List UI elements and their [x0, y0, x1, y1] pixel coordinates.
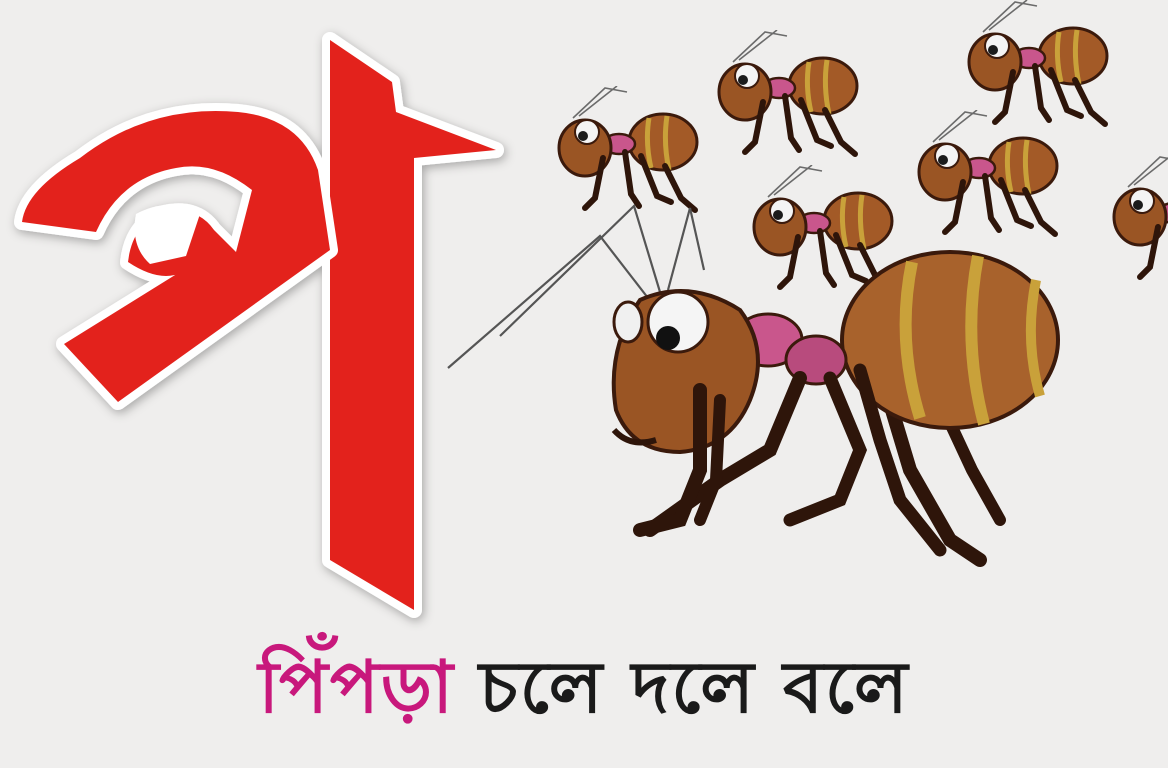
- small-ant: [719, 30, 857, 154]
- small-ants-group: [506, 0, 1168, 289]
- small-ant: [919, 110, 1057, 234]
- small-ant: [559, 86, 697, 210]
- small-ant: [754, 165, 892, 289]
- small-ant: [1114, 155, 1168, 279]
- red-letter-graphic: [22, 40, 496, 610]
- caption-highlight-word: পিঁপড়া: [258, 645, 455, 729]
- caption-line: [0, 632, 1168, 742]
- big-ant-illustration: [448, 206, 1058, 560]
- small-ant: [969, 0, 1107, 124]
- caption-rest: চলে দলে বলে: [479, 645, 910, 729]
